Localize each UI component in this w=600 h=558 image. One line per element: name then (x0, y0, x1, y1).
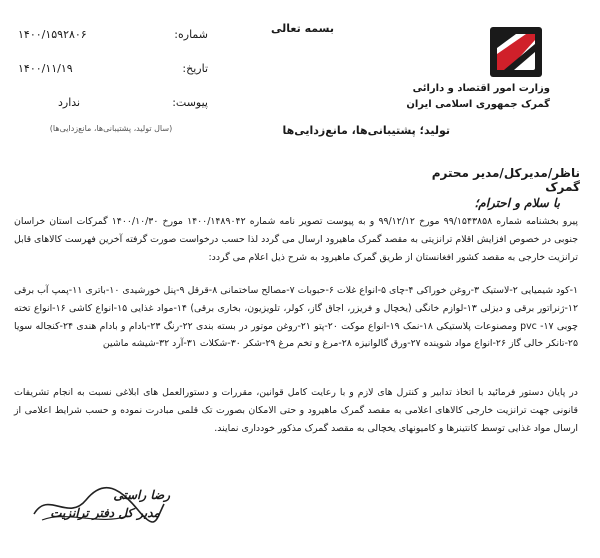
ministry-name: وزارت امور اقتصاد و دارائی (412, 83, 550, 94)
body-paragraph-2: ۱-کود شیمیایی ۲-لاستیک ۳-روغن خوراکی ۴-چای ۵-انواع غلات ۶-حبوبات ۷-مصالح ساختمانی ۸-قرقل ۹-پنل خورشیدی ۱۰-باتری ۱۱-پمپ آب برقی ۱۲-ژنراتور برقی و دیزلی ۱۳-لوازم خانگی (یخچال و فریزر، اجاق گاز، کولر، تلویزیون، بخاری برقی) ۱۴-مواد غذایی ۱۵-انواع کاشی ۱۶-انواع تخته چوبی ۱۷- pvc ومصنوعات پلاستیکی ۱۸-نمک ۱۹-انواع موکت ۲۰-پتو ۲۱-روغن موتور در بسته بندی ۲۲-رنگ ۲۳-بادام و بادام هندی ۲۴-کنجاله سویا ۲۵-تانکر خالی گاز ۲۶-انواع مواد شوینده ۲۷-ورق گالوانیزه ۲۸-مرغ و تخم مرغ ۲۹-شکر ۳۰-شکلات ۳۱-آرد ۳۲-شیشه ماشین (14, 285, 579, 350)
letter-date-value: ۱۴۰۰/۱۱/۱۹ (18, 62, 73, 75)
letter-salutation: با سلام و احترام؛ (474, 196, 560, 210)
signatory-title: مدیر کل دفتر ترانزیت (50, 506, 160, 520)
letter-number-row (18, 28, 208, 46)
attachment-label: پیوست: (172, 96, 208, 109)
signatory-name: رضا راستی (113, 488, 170, 502)
body-paragraph-1: پیرو بخشنامه شماره ۹۹/۱۵۴۳۸۵۸ مورخ ۹۹/۱۲/۱۲ و به پیوست تصویر نامه شماره ۱۴۰۰/۱۴۸۹۰۴۲ مورخ ۱۴۰۰/۱۰/۳۰ گمرکات استان خراسان جنوبی در خصوص افزایش اقلام ترانزیتی به مقصد گمرک ماهیرود ارسال می گردد لذا حسب درخواست صورت گرفته آخرین فهرست کالاهای قابل ترانزیت خارجی به مقصد کشور افغانستان از طریق گمرک ماهیرود به شرح ذیل اعلام می گردد: (14, 216, 578, 263)
motto-text: (سال تولید، پشتیبانی‌ها، مانع‌زدایی‌ها) (49, 124, 173, 133)
letter-subject: تولید؛ پشتیبانی‌ها، مانع‌زدایی‌ها (282, 124, 450, 137)
attachment-row (18, 96, 208, 114)
attachment-value: ندارد (58, 96, 81, 109)
bismillah-heading: بسمه تعالی (271, 22, 334, 35)
customs-logo (486, 24, 546, 80)
customs-logo-icon (486, 24, 546, 80)
customs-name: گمرک جمهوری اسلامی ایران (406, 99, 550, 110)
letter-date-label: تاریخ: (182, 62, 208, 75)
letter-addressee: ناظر/مدیرکل/مدیر محترم گمرک (431, 166, 580, 194)
letter-number-label: شماره: (174, 28, 208, 41)
body-paragraph-3: در پایان دستور فرمائید با اتخاذ تدابیر و کنترل های لازم و با رعایت کامل قوانین، مقررات و دستورالعمل های ابلاغی نسبت به انجام تشریفات قانونی جهت ترانزیت خارجی کالاهای اعلامی به مقصد گمرک ماهیرود و حتی الامکان بصورت تک قلمی مبادرت نموده و حسب شرایط اعلامی از ارسال مواد غذایی توسط کانتینرها و کامیونهای یخچالی به مقصد گمرک مذکور خودداری نمایند. (14, 387, 578, 434)
letter-date-row (18, 62, 208, 80)
letter-number-value: ۱۴۰۰/۱۵۹۲۸۰۶ (18, 28, 87, 41)
